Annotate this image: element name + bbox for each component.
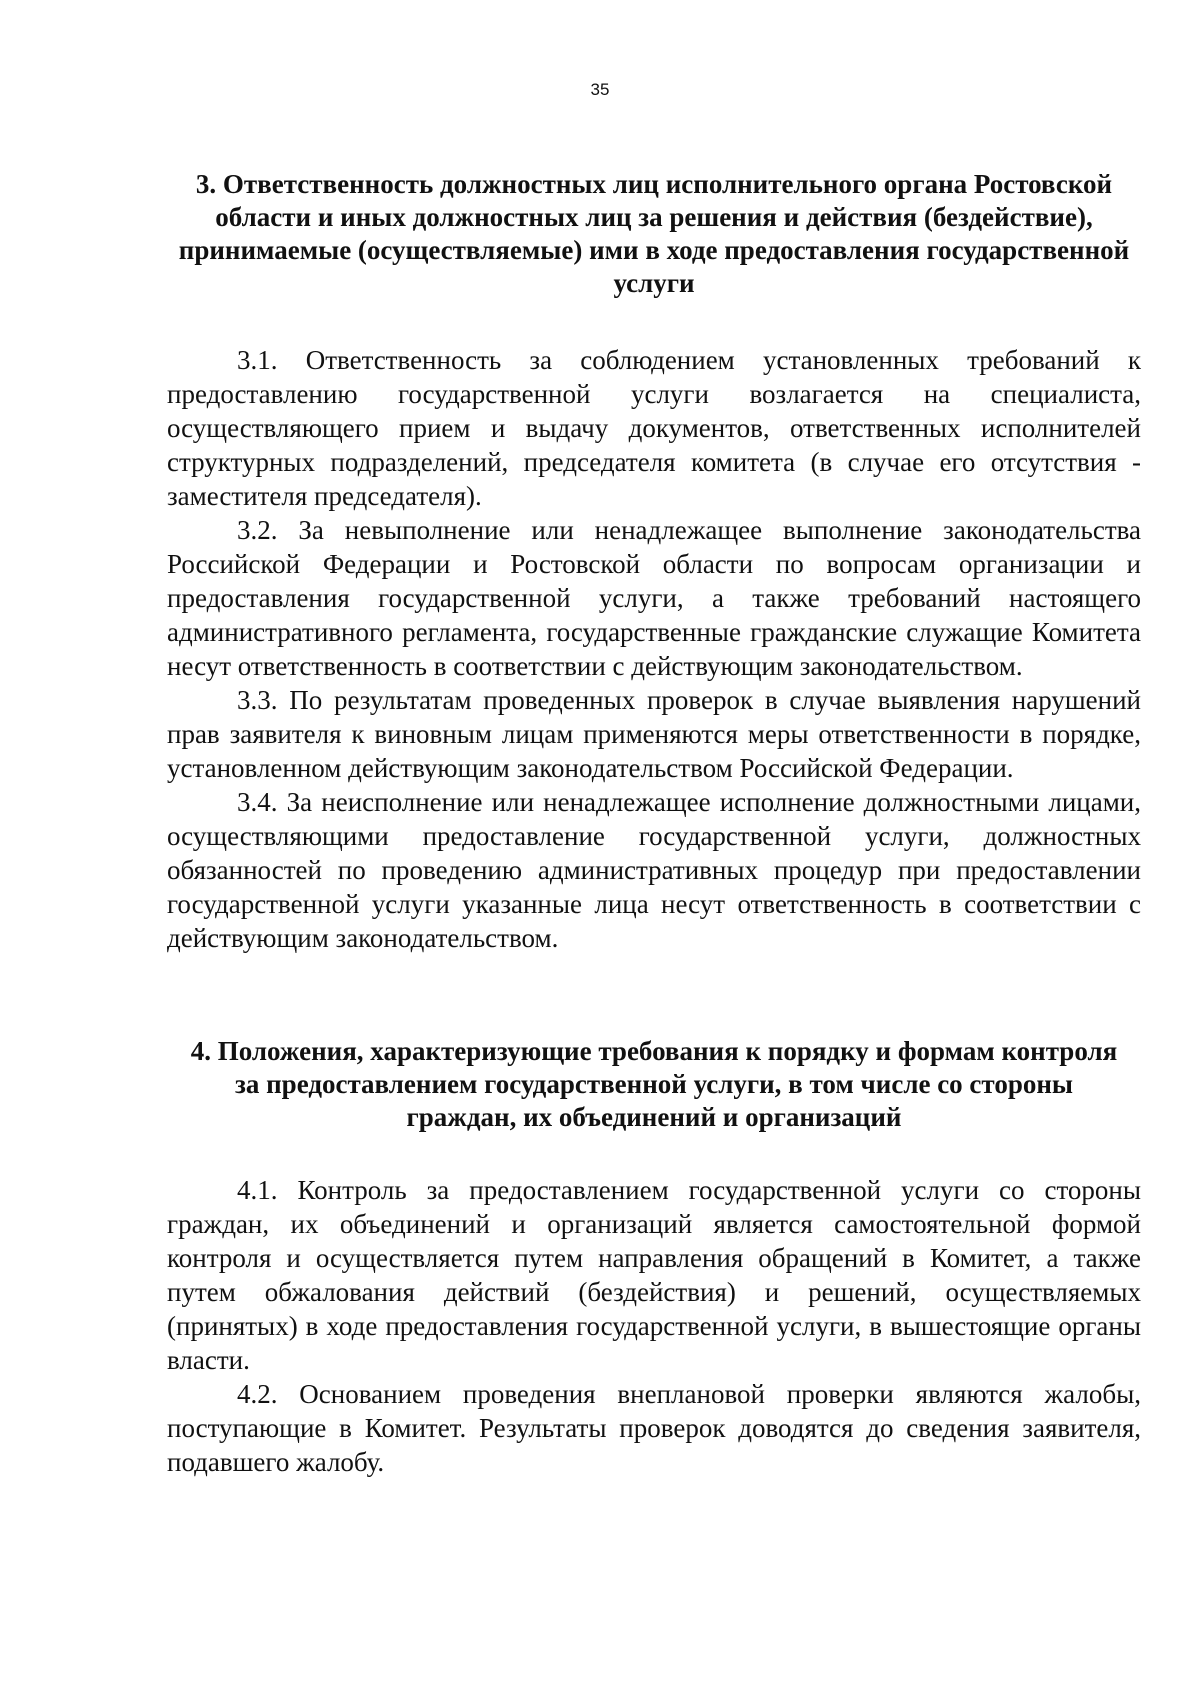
paragraph-3-1: 3.1. Ответственность за соблюдением установленных требований к предоставлению государственной услуги возлагается на специалиста, осуществляющего прием и выдачу документов, ответственных исполнителей структурных подразделений, председателя комитета (в случае его отсутствия - заместителя председателя). — [167, 345, 1141, 511]
paragraph-4-1: 4.1. Контроль за предоставлением государственной услуги со стороны граждан, их объединений и организаций является самостоятельной формой контроля и осуществляется путем направления обращений в Комитет, а также путем обжалования действий (бездействия) и решений, осуществляемых (принятых) в ходе предоставления государственной услуги, в вышестоящие органы власти. — [167, 1175, 1141, 1375]
paragraph-3-4: 3.4. За неисполнение или ненадлежащее исполнение должностными лицами, осуществляющими предоставление государственной услуги, должностных обязанностей по проведению административных процедур при предоставлении государственной услуги указанные лица несут ответственность в соответствии с действующим законодательством. — [167, 787, 1141, 953]
paragraph-3-2: 3.2. За невыполнение или ненадлежащее выполнение законодательства Российской Федерации и Ростовской области по вопросам организации и предоставления государственной услуги, а также требований настоящего административного регламента, государственные гражданские служащие Комитета несут ответственность в соответствии с действующим законодательством. — [167, 515, 1141, 681]
section-3-body — [167, 343, 1141, 955]
section-4-heading: 4. Положения, характеризующие требования к порядку и формам контроля за предоставлением государственной услуги, в том числе со стороны граждан, их объединений и организаций — [190, 1036, 1118, 1132]
section-4-body — [167, 1173, 1141, 1479]
paragraph-4-2: 4.2. Основанием проведения внеплановой проверки являются жалобы, поступающие в Комитет. Результаты проверок доводятся до сведения заявителя, подавшего жалобу. — [167, 1379, 1141, 1477]
section-3-heading: 3. Ответственность должностных лиц исполнительного органа Ростовской области и иных должностных лиц за решения и действия (бездействие), принимаемые (осуществляемые) ими в ходе предоставления государственной услуги — [178, 169, 1130, 298]
page-number: 35 — [590, 80, 610, 99]
paragraph-3-3: 3.3. По результатам проведенных проверок в случае выявления нарушений прав заявителя к виновным лицам применяются меры ответственности в порядке, установленном действующим законодательством Российской Федерации. — [167, 685, 1141, 783]
section-4-heading-block — [167, 1035, 1141, 1134]
section-3-heading-block — [167, 168, 1141, 300]
